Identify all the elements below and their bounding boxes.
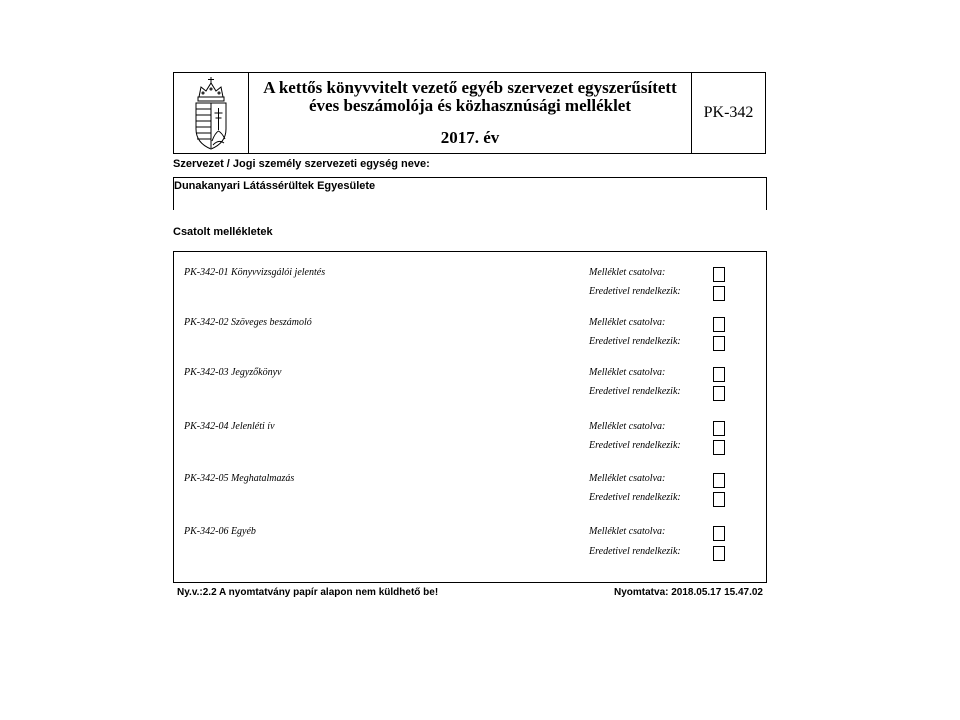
attachments-box bbox=[173, 251, 767, 583]
footer-version-note: Ny.v.:2.2 A nyomtatvány papír alapon nem küldhető be! bbox=[177, 587, 439, 598]
original-label: Eredetivel rendelkezik: bbox=[589, 336, 681, 347]
form-year: 2017. év bbox=[440, 128, 500, 147]
original-label: Eredetivel rendelkezik: bbox=[589, 386, 681, 397]
original-checkbox-04[interactable] bbox=[713, 440, 725, 455]
attached-label: Melléklet csatolva: bbox=[589, 267, 666, 278]
attached-label: Melléklet csatolva: bbox=[589, 473, 666, 484]
attached-checkbox-06[interactable] bbox=[713, 526, 725, 541]
organization-label: Szervezet / Jogi személy szervezeti egység neve: bbox=[173, 158, 430, 170]
original-checkbox-05[interactable] bbox=[713, 492, 725, 507]
footer-print-timestamp: Nyomtatva: 2018.05.17 15.47.02 bbox=[614, 587, 763, 598]
original-label: Eredetivel rendelkezik: bbox=[589, 546, 681, 557]
attachment-item-04: PK-342-04 Jelenléti ív bbox=[184, 421, 275, 432]
original-label: Eredetivel rendelkezik: bbox=[589, 440, 681, 451]
original-checkbox-03[interactable] bbox=[713, 386, 725, 401]
title-cell bbox=[249, 73, 692, 153]
attachment-item-02: PK-342-02 Szöveges beszámoló bbox=[184, 317, 312, 328]
attached-label: Melléklet csatolva: bbox=[589, 421, 666, 432]
attached-checkbox-05[interactable] bbox=[713, 473, 725, 488]
attached-checkbox-03[interactable] bbox=[713, 367, 725, 382]
attachment-item-05: PK-342-05 Meghatalmazás bbox=[184, 473, 295, 484]
form-header bbox=[173, 72, 766, 154]
original-checkbox-06[interactable] bbox=[713, 546, 725, 561]
attached-checkbox-04[interactable] bbox=[713, 421, 725, 436]
form-title-line-2: éves beszámolója és közhasznúsági melléklet bbox=[308, 96, 632, 115]
attachment-item-06: PK-342-06 Egyéb bbox=[184, 526, 256, 537]
coat-of-arms-icon bbox=[193, 75, 229, 151]
original-checkbox-02[interactable] bbox=[713, 336, 725, 351]
logo-cell bbox=[174, 73, 249, 153]
original-checkbox-01[interactable] bbox=[713, 286, 725, 301]
form-code: PK-342 bbox=[703, 104, 754, 121]
organization-name: Dunakanyari Látássérültek Egyesülete bbox=[174, 180, 376, 192]
attached-checkbox-02[interactable] bbox=[713, 317, 725, 332]
attachment-item-03: PK-342-03 Jegyzőkönyv bbox=[184, 367, 282, 378]
attached-label: Melléklet csatolva: bbox=[589, 367, 666, 378]
attached-checkbox-01[interactable] bbox=[713, 267, 725, 282]
original-label: Eredetivel rendelkezik: bbox=[589, 492, 681, 503]
organization-name-field[interactable] bbox=[173, 177, 767, 210]
form-title-line-1: A kettős könyvvitelt vezető egyéb szervezet egyszerűsített bbox=[263, 78, 677, 97]
attached-label: Melléklet csatolva: bbox=[589, 526, 666, 537]
attached-label: Melléklet csatolva: bbox=[589, 317, 666, 328]
attachment-item-01: PK-342-01 Könyvvizsgálói jelentés bbox=[184, 267, 326, 278]
attachments-heading: Csatolt mellékletek bbox=[173, 226, 273, 238]
original-label: Eredetivel rendelkezik: bbox=[589, 286, 681, 297]
